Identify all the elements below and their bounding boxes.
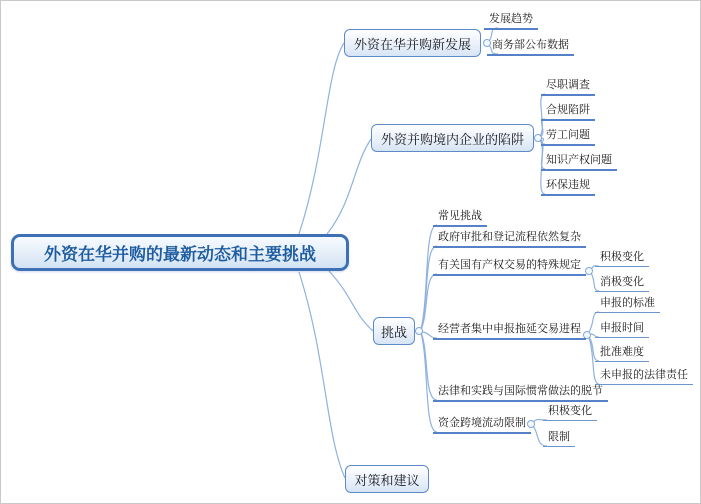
root-topic[interactable]: 外资在华并购的最新动态和主要挑战 [11, 234, 349, 271]
branch-countermeasures[interactable]: 对策和建议 [345, 465, 429, 493]
leaf-ip-issues[interactable]: 知识产权问题 [541, 154, 617, 171]
leaf-non-filing-liability[interactable]: 未申报的法律责任 [595, 369, 693, 385]
leaf-labor-issues[interactable]: 劳工问题 [541, 129, 595, 146]
leaf-government-approval-complexity[interactable]: 政府审批和登记流程依然复杂 [433, 231, 586, 248]
branch-challenges[interactable]: 挑战 [373, 317, 415, 345]
leaf-state-owned-property-rules[interactable]: 有关国有产权交易的特殊规定 [433, 259, 586, 276]
leaf-negative-changes-state[interactable]: 消极变化 [595, 276, 649, 292]
leaf-positive-changes-state[interactable]: 积极变化 [595, 251, 649, 267]
leaf-restrictions[interactable]: 限制 [543, 431, 575, 447]
leaf-common-challenges[interactable]: 常见挑战 [433, 210, 487, 227]
leaf-merger-filing-delays[interactable]: 经营者集中申报拖延交易进程 [433, 323, 586, 340]
leaf-legal-practice-gap[interactable]: 法律和实践与国际惯常做法的脱节 [433, 385, 608, 402]
collapse-toggle-icon[interactable] [415, 327, 423, 335]
leaf-approval-difficulty[interactable]: 批准难度 [595, 346, 649, 362]
leaf-filing-time[interactable]: 申报时间 [595, 322, 649, 338]
leaf-due-diligence[interactable]: 尽职调查 [541, 79, 595, 96]
branch-new-developments[interactable]: 外资在华并购新发展 [344, 29, 481, 57]
branch-acquisition-pitfalls[interactable]: 外资并购境内企业的陷阱 [371, 124, 534, 152]
leaf-filing-standard[interactable]: 申报的标准 [595, 297, 660, 313]
collapse-toggle-icon[interactable] [585, 267, 593, 275]
leaf-positive-changes-capital[interactable]: 积极变化 [543, 405, 597, 421]
leaf-compliance-trap[interactable]: 合规陷阱 [541, 104, 595, 121]
leaf-mofcom-data[interactable]: 商务部公布数据 [487, 39, 574, 56]
leaf-environmental-violations[interactable]: 环保违规 [541, 179, 595, 196]
leaf-development-trend[interactable]: 发展趋势 [484, 13, 538, 30]
leaf-capital-flow-restrictions[interactable]: 资金跨境流动限制 [433, 417, 531, 434]
